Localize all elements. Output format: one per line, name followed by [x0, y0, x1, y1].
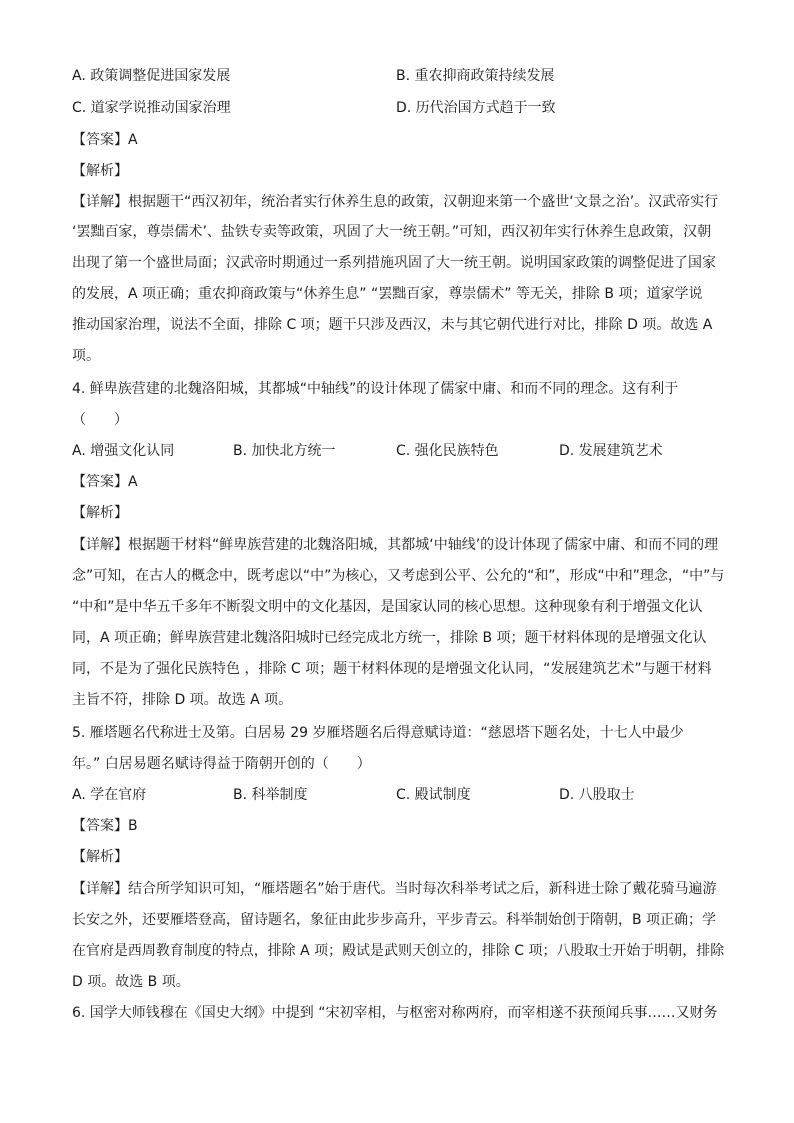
q3-options-row-1 — [72, 66, 732, 86]
q4-detail-line: 念”可知，在古人的概念中，既考虑以“中”为核心，又考虑到公平、公允的“和”，形成“中和”理念，“中”与 — [72, 568, 725, 584]
q4-option-d: D. 发展建筑艺术 — [559, 443, 663, 459]
q5-option-c: C. 殿试制度 — [396, 787, 471, 803]
q5-detail-line: 在官府是西周教育制度的特点，排除 A 项；殿试是武则天创立的，排除 C 项；八股取士开始于明朝，排除 — [72, 943, 725, 959]
q5-detail-line: 【详解】结合所学知识可知，“雁塔题名”始于唐代。当时每次科举考试之后，新科进士除了戴花骑马遍游 — [72, 881, 717, 897]
q3-detail-line: 的发展，A 项正确；重农抑商政策与“休养生息” “罢黜百家，尊崇儒术” 等无关，排除 B 项；道家学说 — [72, 286, 703, 302]
q4-detail-line: 同，A 项正确；鲜卑族营建北魏洛阳城时已经完成北方统一，排除 B 项；题干材料体现的是增强文化认 — [72, 630, 707, 646]
q6-stem-line: 6. 国学大师钱穆在《国史大纲》中提到 “宋初宰相，与枢密对称两府，而宰相遂不获预闻兵事……又财务 — [72, 1005, 718, 1021]
q3-detail-line: 推动国家治理，说法不全面，排除 C 项；题干只涉及西汉，未与其它朝代进行对比，排除 D 项。故选 A — [72, 317, 713, 333]
q3-detail-line: ‘罢黜百家，尊崇儒术’、盐铁专卖等政策，巩固了大一统王朝。”可知，西汉初年实行休养生息政策，汉朝 — [72, 224, 712, 240]
q4-option-c: C. 强化民族特色 — [396, 443, 499, 459]
q4-analysis-label: 【解析】 — [72, 505, 128, 521]
q4-stem-line: 4. 鲜卑族营建的北魏洛阳城，其都城“中轴线”的设计体现了儒家中庸、和而不同的理念。这有利于 — [72, 381, 679, 397]
q4-options-row — [72, 441, 732, 461]
q5-option-b: B. 科举制度 — [233, 787, 308, 803]
q3-options-row-2 — [72, 98, 732, 118]
q3-option-a: A. 政策调整促进国家发展 — [72, 68, 231, 84]
q4-option-a: A. 增强文化认同 — [72, 443, 175, 459]
q5-option-a: A. 学在官府 — [72, 787, 147, 803]
q5-answer: 【答案】B — [72, 818, 138, 834]
q3-answer: 【答案】A — [72, 132, 138, 148]
q5-stem-line: 5. 雁塔题名代称进士及第。白居易 29 岁雁塔题名后得意赋诗道：“慈恩塔下题名处，十七人中最少 — [72, 725, 684, 741]
q4-detail-line: 【详解】根据题干材料“鲜卑族营建的北魏洛阳城，其都城‘中轴线’的设计体现了儒家中庸、和而不同的理 — [72, 537, 719, 553]
q4-detail-line: 主旨不符，排除 D 项。故选 A 项。 — [72, 692, 293, 708]
q3-option-d: D. 历代治国方式趋于一致 — [396, 100, 556, 116]
q4-answer: 【答案】A — [72, 474, 138, 490]
q3-detail-line: 项。 — [72, 348, 100, 364]
q3-option-b: B. 重农抑商政策持续发展 — [396, 68, 555, 84]
q5-analysis-label: 【解析】 — [72, 849, 128, 865]
q4-detail-line: 同，不是为了强化民族特色 ，排除 C 项；题干材料体现的是增强文化认同，“发展建筑艺术”与题干材料 — [72, 661, 712, 677]
q5-detail-line: D 项。故选 B 项。 — [72, 974, 190, 990]
q3-detail-line: 出现了第一个盛世局面；汉武帝时期通过一系列措施巩固了大一统王朝。说明国家政策的调整促进了国家 — [72, 255, 716, 271]
q3-analysis-label: 【解析】 — [72, 163, 128, 179]
q4-stem-line: （ ） — [72, 412, 128, 428]
q3-detail-line: 【详解】根据题干“西汉初年，统治者实行休养生息的政策，汉朝迎来第一个盛世‘文景之治’。汉武帝实行 — [72, 194, 719, 210]
q5-options-row — [72, 785, 732, 805]
q5-option-d: D. 八股取士 — [559, 787, 635, 803]
q5-stem-line: 年。” 白居易题名赋诗得益于隋朝开创的（ ） — [72, 756, 371, 772]
q4-option-b: B. 加快北方统一 — [233, 443, 336, 459]
q5-detail-line: 长安之外，还要雁塔登高，留诗题名，象征由此步步高升，平步青云。科举制始创于隋朝，B 项正确；学 — [72, 912, 717, 928]
q4-detail-line: “中和”是中华五千多年不断裂文明中的文化基因，是国家认同的核心思想。这种现象有利于增强文化认 — [72, 599, 703, 615]
q3-option-c: C. 道家学说推动国家治理 — [72, 100, 231, 116]
